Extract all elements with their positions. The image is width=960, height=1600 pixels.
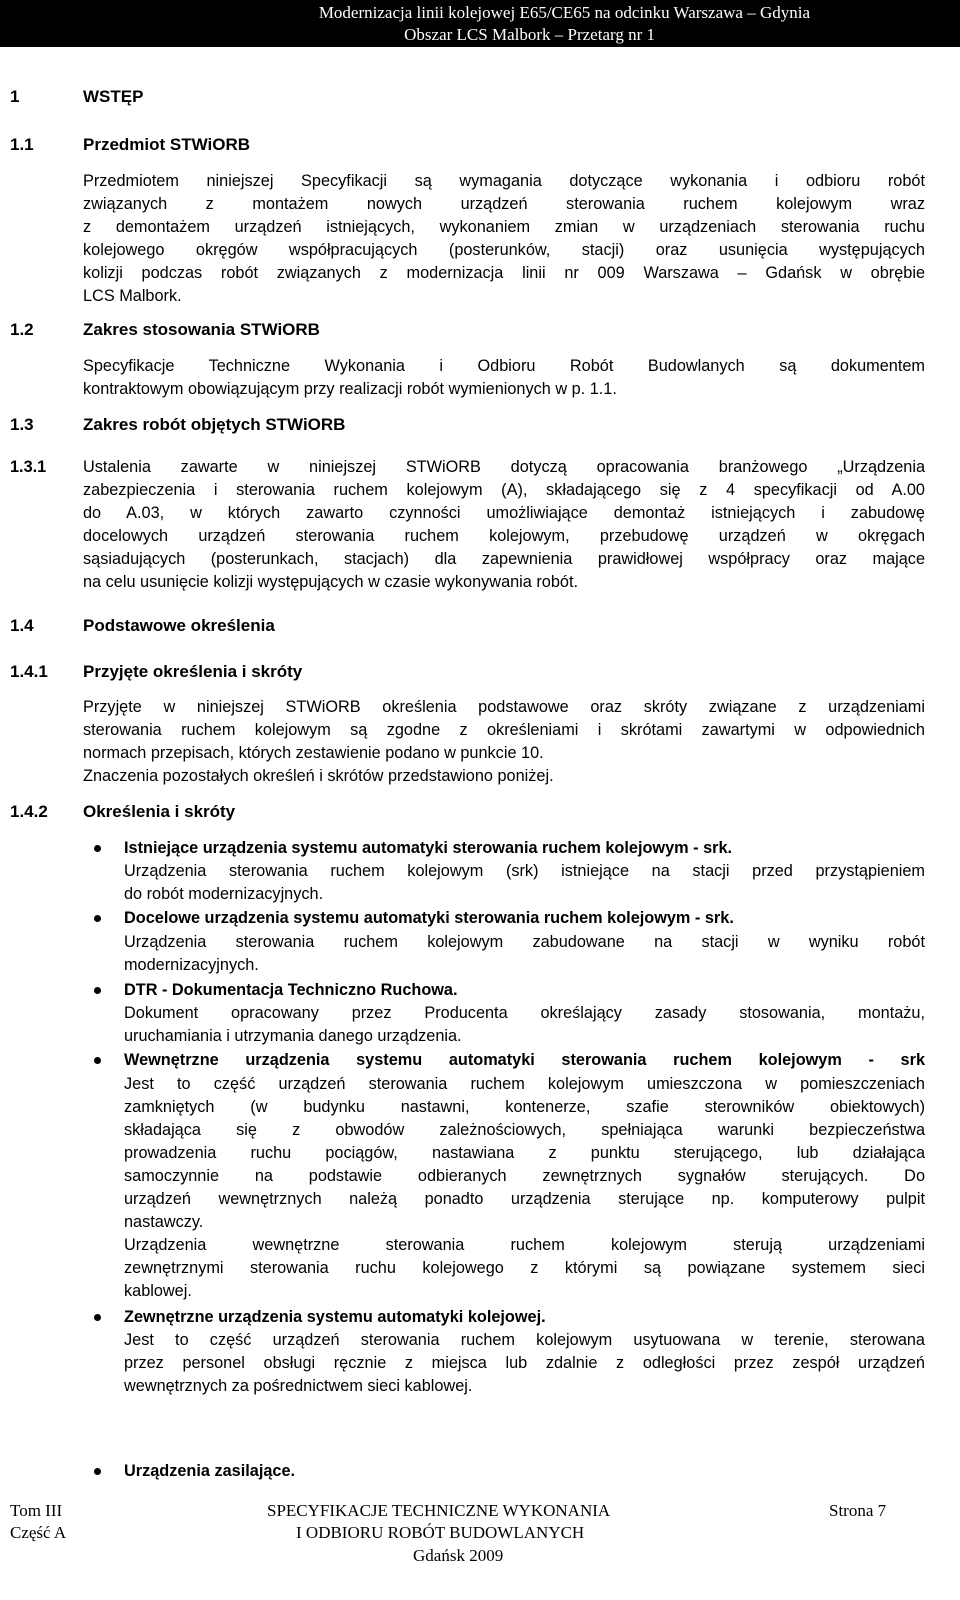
definition-line: Jest to część urządzeń sterowania ruchem kolejowym umieszczona w pomieszczeniach bbox=[124, 1075, 925, 1093]
definition-term: Wewnętrzne urządzenia systemu automatyki sterowania ruchem kolejowym - srk bbox=[124, 1051, 925, 1069]
section-1-3-1-line: zabezpieczenia i sterowania ruchem kolejowym (A), składającego się z 4 specyfikacji od A.00 bbox=[83, 481, 925, 499]
definition-line: nastawczy. bbox=[124, 1213, 204, 1231]
section-1-3-1-line: Ustalenia zawarte w niniejszej STWiORB dotyczą opracowania branżowego „Urządzenia bbox=[83, 458, 925, 476]
section-1-3-1-number: 1.3.1 bbox=[10, 458, 47, 476]
definition-line: Urządzenia sterowania ruchem kolejowym zabudowane na stacji w wyniku robót bbox=[124, 933, 925, 951]
section-1-4-1-line: sterowania ruchem kolejowym są zgodne z określeniami i skrótami zawartymi w odpowiednich bbox=[83, 721, 925, 739]
section-1-4-title: Podstawowe określenia bbox=[83, 616, 275, 635]
definition-line: składająca się z obwodów zależnościowych, spełniająca warunki bezpieczeństwa bbox=[124, 1121, 925, 1139]
section-1-3-1-line: do A.03, w których zawarto czynności umożliwiające demontaż istniejących i zabudowę bbox=[83, 504, 925, 522]
definition-line: Urządzenia wewnętrzne sterowania ruchem kolejowym sterują urządzeniami bbox=[124, 1236, 925, 1254]
section-1-3-1-line: sąsiadujących (posterunkach, stacjach) dla zapewnienia prawidłowej współpracy oraz mające bbox=[83, 550, 925, 568]
bullet-icon bbox=[94, 1468, 101, 1475]
definition-line: uruchamiania i utrzymania danego urządzenia. bbox=[124, 1027, 462, 1045]
definition-line: samoczynnie na podstawie odbieranych zewnętrznych sygnałów sterujących. Do bbox=[124, 1167, 925, 1185]
section-1-1-line: z demontażem urządzeń istniejących, wykonaniem zmian w urządzeniach sterowania ruchu bbox=[83, 218, 925, 236]
definition-line: wewnętrznych za pośrednictwem sieci kablowej. bbox=[124, 1377, 473, 1395]
definition-line: przez personel obsługi ręcznie z miejsca lub zdalnie z odległości przez zespół urządzeń bbox=[124, 1354, 925, 1372]
definition-line: Dokument opracowany przez Producenta określający zasady stosowania, montażu, bbox=[124, 1004, 925, 1022]
bullet-icon bbox=[94, 987, 101, 994]
section-1-4-1-number: 1.4.1 bbox=[10, 662, 48, 681]
footer-page-number: Strona 7 bbox=[829, 1501, 887, 1520]
definition-term: Urządzenia zasilające. bbox=[124, 1462, 296, 1480]
section-1-2-number: 1.2 bbox=[10, 320, 34, 339]
header-project-title: Modernizacja linii kolejowej E65/CE65 na odcinku Warszawa – Gdynia bbox=[318, 3, 810, 22]
section-1-2-line: kontraktowym obowiązującym przy realizacji robót wymienionych w p. 1.1. bbox=[83, 380, 617, 398]
definition-line: prowadzenia ruchu pociągów, nastawiana z punktu sterującego, lub działająca bbox=[124, 1144, 925, 1162]
section-1-1-line: kolizji podczas robót związanych z modernizacja linii nr 009 Warszawa – Gdańsk w obrębie bbox=[83, 264, 925, 282]
definition-term: DTR - Dokumentacja Techniczno Ruchowa. bbox=[124, 981, 458, 999]
section-1-2-title: Zakres stosowania STWiORB bbox=[83, 320, 320, 339]
section-1-3-1-line: na celu usunięcie kolizji występujących w czasie wykonywania robót. bbox=[83, 573, 579, 591]
section-1-1-number: 1.1 bbox=[10, 135, 34, 154]
section-1-1-line: związanych z montażem nowych urządzeń sterowania ruchem kolejowym wraz bbox=[83, 195, 925, 213]
definition-term: Istniejące urządzenia systemu automatyki sterowania ruchem kolejowym - srk. bbox=[124, 839, 733, 857]
section-1-4-1-line: Przyjęte w niniejszej STWiORB określenia podstawowe oraz skróty związane z urządzeniami bbox=[83, 698, 925, 716]
section-1-4-1-line: Znaczenia pozostałych określeń i skrótów przedstawiono poniżej. bbox=[83, 767, 554, 785]
section-1-3-1-line: docelowych urządzeń sterowania ruchem kolejowym, przebudowę urządzeń w okręgach bbox=[83, 527, 925, 545]
footer-place-year: Gdańsk 2009 bbox=[413, 1546, 504, 1565]
bullet-icon bbox=[94, 915, 101, 922]
bullet-icon bbox=[94, 1314, 101, 1321]
definition-term: Zewnętrzne urządzenia systemu automatyki kolejowej. bbox=[124, 1308, 546, 1326]
section-1-2-line: Specyfikacje Techniczne Wykonania i Odbioru Robót Budowlanych są dokumentem bbox=[83, 357, 925, 375]
section-1-title: WSTĘP bbox=[83, 87, 144, 106]
definition-line: zamkniętych (w budynku nastawni, kontenerze, szafie sterowników obiektowych) bbox=[124, 1098, 925, 1116]
section-1-number: 1 bbox=[10, 87, 20, 106]
footer-title-line2: I ODBIORU ROBÓT BUDOWLANYCH bbox=[296, 1523, 585, 1542]
section-1-1-line: kolejowego okręgów współpracujących (posterunków, stacji) oraz usunięcia występujących bbox=[83, 241, 925, 259]
definition-line: Urządzenia sterowania ruchem kolejowym (srk) istniejące na stacji przed przystąpieniem bbox=[124, 862, 925, 880]
definition-line: Jest to część urządzeń sterowania ruchem kolejowym usytuowana w terenie, sterowana bbox=[124, 1331, 925, 1349]
definition-line: kablowej. bbox=[124, 1282, 192, 1300]
bullet-icon bbox=[94, 845, 101, 852]
definition-line: zewnętrznymi sterowania ruchu kolejowego z którymi są powiązane systemem sieci bbox=[124, 1259, 925, 1277]
footer-volume: Tom III bbox=[10, 1501, 63, 1520]
section-1-3-number: 1.3 bbox=[10, 415, 34, 434]
section-1-4-1-title: Przyjęte określenia i skróty bbox=[83, 662, 303, 681]
section-1-4-2-number: 1.4.2 bbox=[10, 802, 48, 821]
section-1-3-title: Zakres robót objętych STWiORB bbox=[83, 415, 346, 434]
definition-line: modernizacyjnych. bbox=[124, 956, 259, 974]
footer-title-line1: SPECYFIKACJE TECHNICZNE WYKONANIA bbox=[267, 1501, 611, 1520]
header-tender-title: Obszar LCS Malbork – Przetarg nr 1 bbox=[404, 25, 655, 44]
definition-line: urządzeń wewnętrznych należą ponadto urządzenia sterujące np. komputerowy pulpit bbox=[124, 1190, 925, 1208]
footer-part: Część A bbox=[10, 1523, 67, 1542]
definition-term: Docelowe urządzenia systemu automatyki sterowania ruchem kolejowym - srk. bbox=[124, 909, 734, 927]
section-1-1-title: Przedmiot STWiORB bbox=[83, 135, 251, 154]
definition-line: do robót modernizacyjnych. bbox=[124, 885, 324, 903]
section-1-1-line: Przedmiotem niniejszej Specyfikacji są wymagania dotyczące wykonania i odbioru robót bbox=[83, 172, 925, 190]
section-1-4-2-title: Określenia i skróty bbox=[83, 802, 236, 821]
section-1-4-number: 1.4 bbox=[10, 616, 34, 635]
page-header bbox=[0, 0, 960, 47]
section-1-4-1-line: normach przepisach, których zestawienie podano w punkcie 10. bbox=[83, 744, 544, 762]
section-1-1-line: LCS Malbork. bbox=[83, 287, 182, 305]
bullet-icon bbox=[94, 1057, 101, 1064]
